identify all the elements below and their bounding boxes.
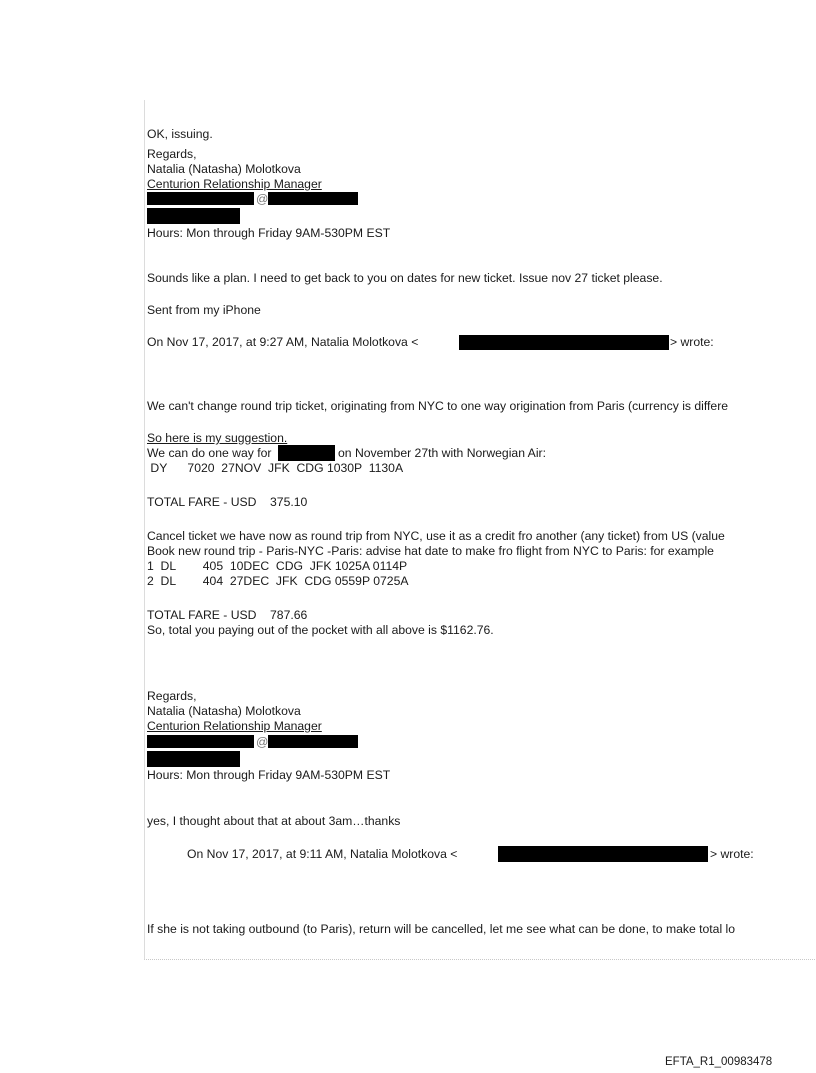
reply-text: OK, issuing. (147, 127, 213, 141)
signature-regards: Regards, (147, 147, 197, 161)
message-body: Sounds like a plan. I need to get back to you on dates for new ticket. Issue nov 27 ticket please. (147, 271, 663, 285)
message-line: We can't change round trip ticket, originating from NYC to one way origination from Paris (currency is differe (147, 399, 729, 413)
document-id: EFTA_R1_00983478 (665, 1056, 773, 1068)
total-out-of-pocket: So, total you paying out of the pocket with all above is $1162.76. (147, 623, 494, 637)
signature-title: Centurion Relationship Manager (147, 719, 322, 733)
message-line-suffix: on November 27th with Norwegian Air: (338, 446, 546, 460)
quote-header-suffix: > wrote: (710, 847, 754, 861)
redaction-bar (147, 751, 240, 767)
quote-header-prefix: On Nov 17, 2017, at 9:11 AM, Natalia Molotkova < (187, 847, 458, 861)
signature-title: Centurion Relationship Manager (147, 177, 322, 191)
sent-from-line: Sent from my iPhone (147, 303, 261, 317)
message-line: So here is my suggestion. (147, 431, 288, 445)
redaction-bar (268, 192, 358, 205)
redaction-bar (147, 735, 254, 748)
signature-hours: Hours: Mon through Friday 9AM-530PM EST (147, 768, 391, 782)
flight-line: 2 DL 404 27DEC JFK CDG 0559P 0725A (147, 574, 409, 588)
redaction-bar (498, 846, 708, 862)
redaction-bar (268, 735, 358, 748)
signature-name: Natalia (Natasha) Molotkova (147, 704, 301, 718)
signature-hours: Hours: Mon through Friday 9AM-530PM EST (147, 226, 391, 240)
email-at-sign: @ (256, 192, 269, 206)
flight-line: 1 DL 405 10DEC CDG JFK 1025A 0114P (147, 559, 408, 573)
redaction-bar (147, 208, 240, 224)
message-body: yes, I thought about that at about 3am…thanks (147, 814, 401, 828)
signature-name: Natalia (Natasha) Molotkova (147, 162, 301, 176)
signature-regards: Regards, (147, 689, 197, 703)
quote-header (147, 335, 418, 349)
redaction-bar (147, 192, 254, 205)
message-line-prefix: We can do one way for (147, 446, 272, 460)
email-at-sign: @ (256, 735, 269, 749)
redaction-bar (278, 445, 335, 461)
fare-total: TOTAL FARE - USD 375.10 (147, 495, 308, 509)
message-body: If she is not taking outbound (to Paris), return will be cancelled, let me see what can be done, to make total lo (147, 922, 736, 936)
redaction-bar (459, 335, 669, 350)
fare-total: TOTAL FARE - USD 787.66 (147, 608, 308, 622)
quote-header-suffix: > wrote: (670, 335, 714, 349)
message-line: Cancel ticket we have now as round trip from NYC, use it as a credit fro another (any ticket) from US (value (147, 529, 725, 543)
message-line: Book new round trip - Paris-NYC -Paris: advise hat date to make fro flight from NYC to Paris: for example (147, 544, 714, 558)
quote-header-prefix: On Nov 17, 2017, at 9:27 AM, Natalia Molotkova < (147, 335, 419, 349)
flight-line: DY 7020 27NOV JFK CDG 1030P 1130A (147, 461, 404, 475)
